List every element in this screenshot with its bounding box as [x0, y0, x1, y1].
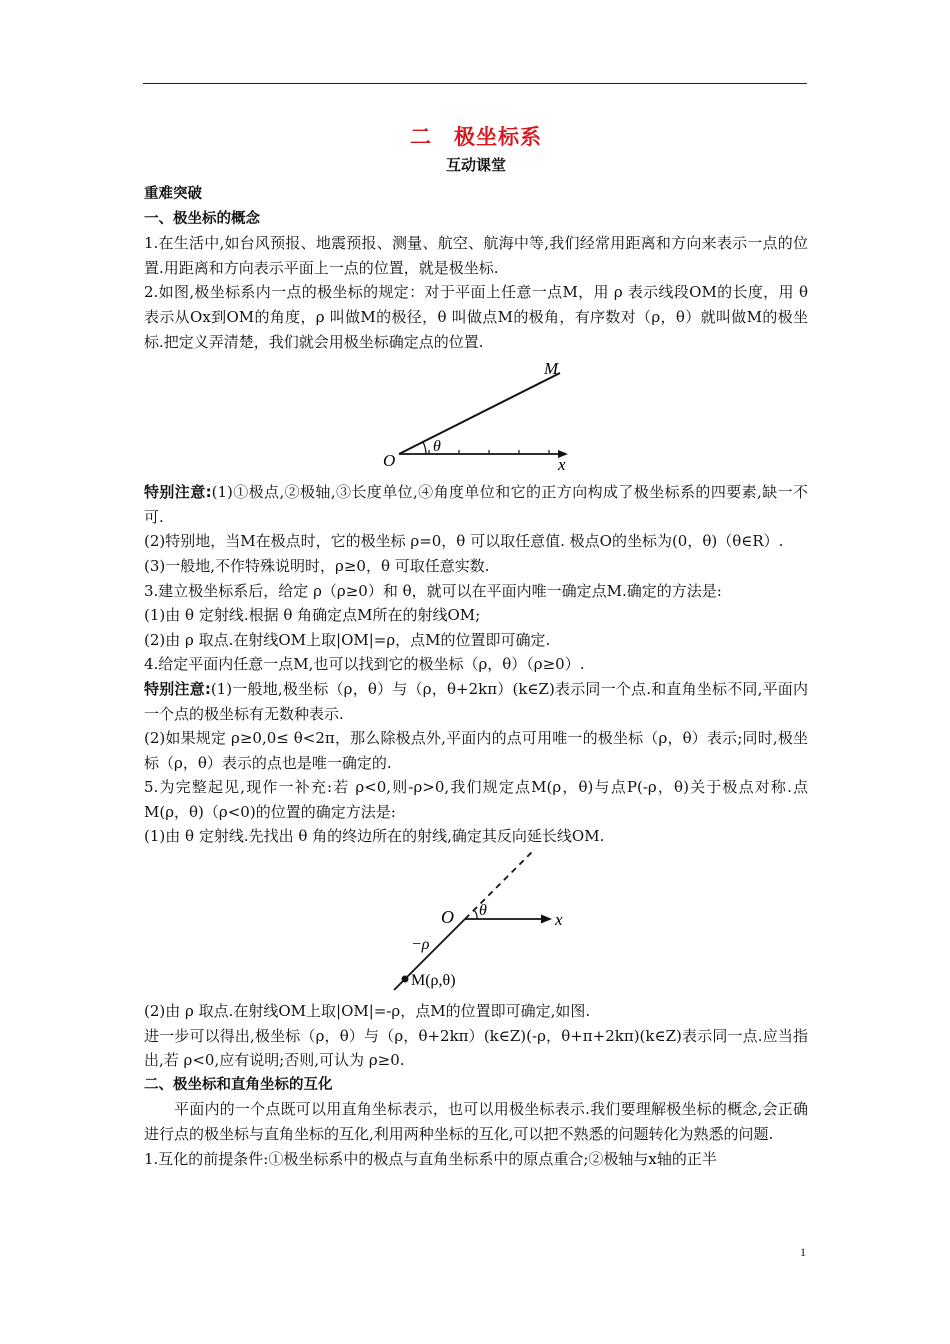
note-1-item-1: (1)①极点,②极轴,③长度单位,④角度单位和它的正方向构成了极坐标系的四要素,缺一不可.: [144, 483, 808, 526]
note-1-item-3: (3)一般地,不作特殊说明时，ρ≥0，θ 可取任意实数.: [144, 556, 490, 575]
page-subtitle: 互动课堂: [445, 156, 506, 174]
paragraph-1: 1.在生活中,如台风预报、地震预报、测量、航空、航海中等,我们经常用距离和方向来表示一点的位置.用距离和方向表示平面上一点的位置，就是极坐标.: [144, 234, 808, 277]
note-2-item-2: (2)如果规定 ρ≥0,0≤ θ<2π，那么除极点外,平面内的点可用唯一的极坐标（ρ，θ）表示;同时,极坐标（ρ，θ）表示的点也是唯一确定的.: [144, 729, 808, 772]
paragraph-4: 4.给定平面内任意一点M,也可以找到它的极坐标（ρ，θ）（ρ≥0）.: [144, 655, 585, 674]
heading-main: 重难突破: [144, 186, 202, 202]
label-theta: θ: [479, 902, 487, 920]
polar-diagram-2: [144, 849, 808, 999]
header-rule: [143, 83, 807, 84]
note-label-1: 特别注意:: [144, 483, 212, 502]
label-neg-rho: −ρ: [411, 936, 430, 954]
page-title: 二 极坐标系: [410, 125, 542, 149]
label-O: O: [441, 907, 454, 928]
paragraph-5-conclusion: 进一步可以得出,极坐标（ρ，θ）与（ρ，θ+2kπ）(k∈Z)(-ρ，θ+π+2kπ)(k∈Z)表示同一点.应当指出,若 ρ<0,应有说明;否则,可认为 ρ≥0.: [144, 1026, 808, 1070]
paragraph-2: 2.如图,极坐标系内一点的极坐标的规定：对于平面上任意一点M，用 ρ 表示线段OM的长度，用 θ 表示从Ox到OM的角度，ρ 叫做M的极径，θ 叫做点M的极角，有序数对（ρ，θ）就叫做M的极坐标.把定义弄清楚，我们就会用极坐标确定点的位置.: [144, 283, 808, 351]
paragraph-7: 1.互化的前提条件:①极坐标系中的极点与直角坐标系中的原点重合;②极轴与x轴的正半: [144, 1149, 717, 1168]
figure-negative-rho: [144, 849, 808, 999]
figure-polar-point: [144, 354, 808, 474]
paragraph-3-step-1: (1)由 θ 定射线.根据 θ 角确定点M所在的射线OM;: [144, 606, 481, 625]
label-x: x: [558, 455, 566, 475]
note-label-2: 特别注意:: [144, 679, 211, 698]
section-heading-1: 一、极坐标的概念: [144, 210, 260, 227]
paragraph-3-step-2: (2)由 ρ 取点.在射线OM上取|OM|=ρ，点M的位置即可确定.: [144, 630, 551, 649]
document-body: [144, 122, 808, 1171]
paragraph-3: 3.建立极坐标系后，给定 ρ（ρ≥0）和 θ，就可以在平面内唯一确定点M.确定的方法是:: [144, 581, 722, 600]
paragraph-5-step-1: (1)由 θ 定射线.先找出 θ 角的终边所在的射线,确定其反向延长线OM.: [144, 827, 605, 846]
polar-diagram-1: [144, 354, 808, 474]
paragraph-5: 5.为完整起见,现作一补充:若 ρ<0,则-ρ>0,我们规定点M(ρ，θ)与点P(-ρ，θ)关于极点对称.点M(ρ，θ)（ρ<0)的位置的确定方法是:: [144, 778, 808, 821]
section-heading-2: 二、极坐标和直角坐标的互化: [144, 1076, 333, 1093]
note-1-item-2: (2)特别地，当M在极点时，它的极坐标 ρ=0，θ 可以取任意值. 极点O的坐标为(0，θ)（θ∈R）.: [144, 532, 784, 551]
paragraph-6: 平面内的一个点既可以用直角坐标表示，也可以用极坐标表示.我们要理解极坐标的概念,会正确进行点的极坐标与直角坐标的互化,利用两种坐标的互化,可以把不熟悉的问题转化为熟悉的问题.: [144, 1100, 808, 1144]
page-number: 1: [800, 1245, 806, 1259]
note-2-item-1: (1)一般地,极坐标（ρ，θ）与（ρ，θ+2kπ）(k∈Z)表示同一个点.和直角坐标不同,平面内一个点的极坐标有无数种表示.: [144, 679, 809, 723]
label-M: M: [544, 359, 559, 379]
label-O: O: [383, 451, 396, 471]
label-x: x: [555, 910, 563, 930]
paragraph-5-step-2: (2)由 ρ 取点.在射线OM上取|OM|=-ρ，点M的位置即可确定,如图.: [144, 1002, 591, 1021]
label-M: M(ρ,θ): [411, 972, 456, 990]
label-theta: θ: [433, 438, 441, 456]
